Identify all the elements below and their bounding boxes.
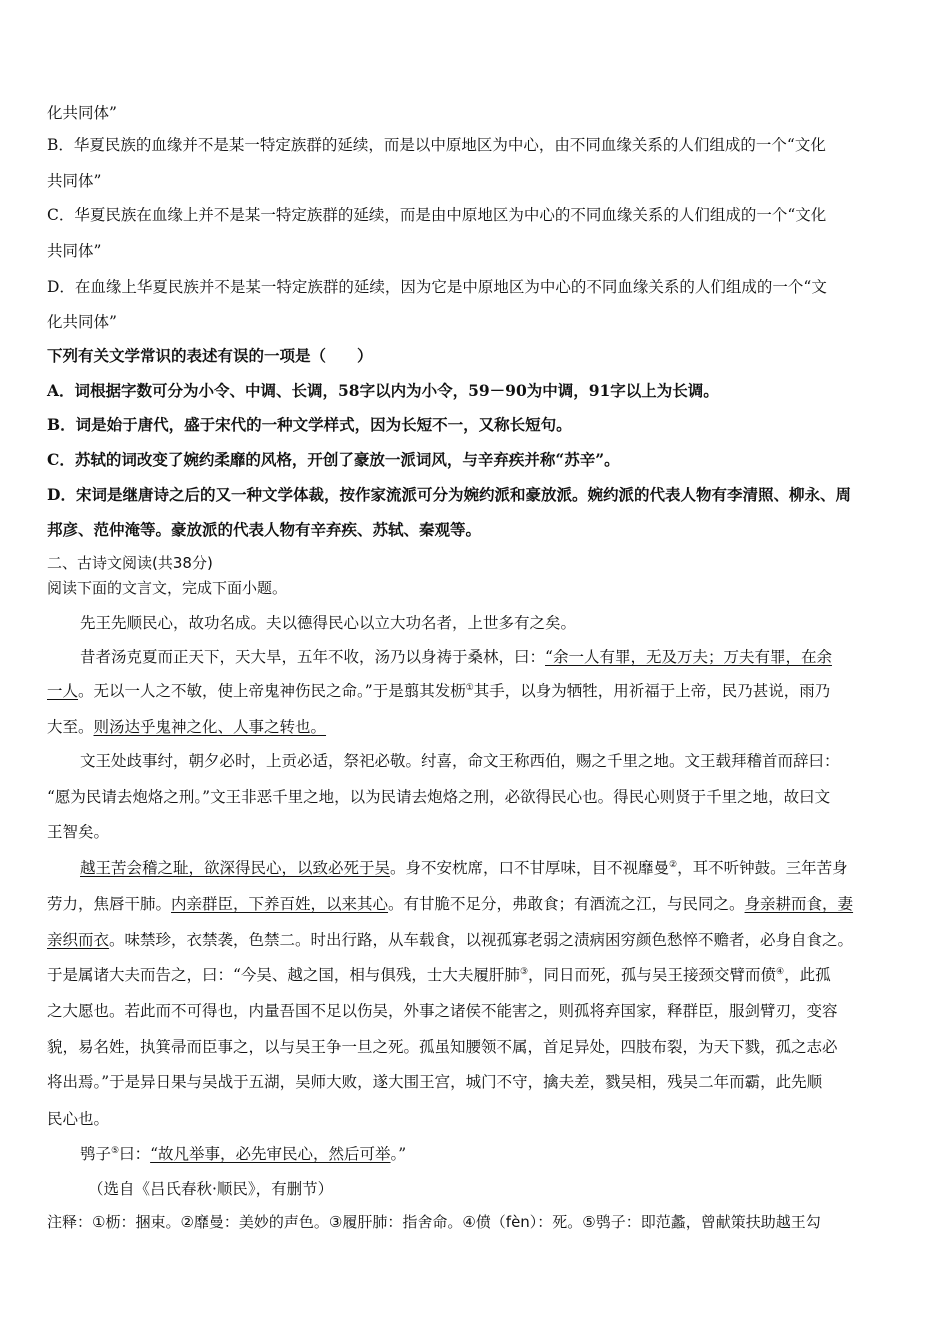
- passage-p4-line4: 于是属诸大夫而告之，曰：“今吴、越之国，相与俱残，士大夫履肝肺③，同日而死，孤与吴王接颈交臂而偾④，此孤: [47, 966, 831, 984]
- passage-p4-line2: 劳力，焦唇干肺。内亲群臣，下养百姓，以来其心。有甘脆不足分，弗敢食；有酒流之江，与民同之。身亲耕而食，妻: [47, 895, 854, 913]
- passage-paragraph-1: 先王先顺民心，故功名成。夫以德得民心以立大功名者，上世多有之矣。: [80, 614, 577, 632]
- question-option-d-line1: D．宋词是继唐诗之后的又一种文学体裁，按作家流派可分为婉约派和豪放派。婉约派的代表人物有李清照、柳永、周: [47, 485, 851, 504]
- option-d-line1: D．在血缘上华夏民族并不是某一特定族群的延续，因为它是中原地区为中心的不同血缘关系的人们组成的一个“文: [47, 278, 827, 296]
- passage-p2-line3: 大至。则汤达乎鬼神之化、人事之转也。: [47, 718, 327, 736]
- underlined-sentence: 亲织而衣: [47, 931, 110, 949]
- underlined-sentence: 则汤达乎鬼神之化、人事之转也。: [93, 718, 327, 736]
- option-b-line2: 共同体”: [47, 172, 102, 190]
- section-instruction: 阅读下面的文言文，完成下面小题。: [47, 579, 288, 597]
- underlined-sentence: 一人: [47, 682, 79, 700]
- passage-p3-line3: 王智矣。: [47, 823, 110, 841]
- underlined-sentence: 身亲耕而食，妻: [744, 895, 854, 913]
- question-option-b: B．词是始于唐代，盛于宋代的一种文学样式，因为长短不一，又称长短句。: [47, 415, 572, 434]
- option-d-line2: 化共同体”: [47, 313, 117, 331]
- question-stem: 下列有关文学常识的表述有误的一项是（ ）: [47, 346, 373, 365]
- passage-p5: 鸮子⑤曰：“故凡举事，必先审民心，然后可举。”: [80, 1145, 407, 1163]
- question-option-c: C．苏轼的词改变了婉约柔靡的风格，开创了豪放一派词风，与辛弃疾并称“苏辛”。: [47, 450, 620, 469]
- option-a-tail: 化共同体”: [47, 104, 117, 122]
- underlined-sentence: 越王苦会稽之耻，欲深得民心，以致必死于吴: [80, 859, 391, 877]
- passage-p4-line3: 亲织而衣。味禁珍，衣禁袭，色禁二。时出行路，从车载食，以视孤寡老弱之渍病困穷颜色愁悴不赡者，必身自食之。: [47, 931, 854, 949]
- note-marker-1: ①: [465, 682, 474, 693]
- annotation-notes: 注释：①枥：捆束。②靡曼：美妙的声色。③履肝肺：指舍命。④偾（fèn）：死。⑤鸮子：即范蠡，曾献策扶助越王勾: [47, 1213, 821, 1231]
- passage-p2-line2: 一人。无以一人之不敏，使上帝鬼神伤民之命。”于是翦其发枥①其手，以身为牺牲，用祈福于上帝，民乃甚说，雨乃: [47, 682, 831, 700]
- question-option-d-line2: 邦彦、范仲淹等。豪放派的代表人物有辛弃疾、苏轼、秦观等。: [47, 520, 482, 539]
- option-c-line1: C．华夏民族在血缘上并不是某一特定族群的延续，而是由中原地区为中心的不同血缘关系的人们组成的一个“文化: [47, 206, 827, 224]
- underlined-sentence: 内亲群臣，下养百姓，以来其心: [171, 895, 389, 913]
- passage-p2-line1: 昔者汤克夏而正天下，天大旱，五年不收，汤乃以身祷于桑林，曰：“余一人有罪，无及万夫；万夫有罪，在余: [80, 648, 832, 666]
- passage-p3-line2: “愿为民请去炮烙之刑。”文王非恶千里之地，以为民请去炮烙之刑，必欲得民心也。得民心则贤于千里之地，故曰文: [47, 788, 831, 806]
- passage-p4-line5: 之大愿也。若此而不可得也，内量吾国不足以伤吴，外事之诸侯不能害之，则孤将弃国家，释群臣，服剑臂刃，变容: [47, 1002, 838, 1020]
- section-heading: 二、古诗文阅读(共38分): [47, 554, 213, 572]
- note-marker-3: ③: [519, 966, 529, 977]
- passage-p3-line1: 文王处歧事纣，朝夕必时，上贡必适，祭祀必敬。纣喜，命文王称西伯，赐之千里之地。文王载拜稽首而辞曰：: [80, 752, 840, 770]
- option-c-line2: 共同体”: [47, 242, 102, 260]
- note-marker-2: ②: [669, 859, 678, 870]
- passage-p4-line8: 民心也。: [47, 1110, 110, 1128]
- passage-source: （选自《吕氏春秋·顺民》，有删节）: [88, 1180, 334, 1198]
- passage-p4-line6: 貌，易名姓，执箕帚而臣事之，以与吴王争一旦之死。孤虽知腰领不属，首足异处，四肢布裂，为天下戮，孤之志必: [47, 1038, 838, 1056]
- passage-p4-line1: 越王苦会稽之耻，欲深得民心，以致必死于吴。身不安枕席，口不甘厚味，目不视靡曼②，耳不听钟鼓。三年苦身: [80, 859, 848, 877]
- underlined-sentence: “故凡举事，必先审民心，然后可举: [150, 1145, 391, 1163]
- underlined-sentence: “余一人有罪，无及万夫；万夫有罪，在余: [545, 648, 832, 666]
- question-option-a: A．词根据字数可分为小令、中调、长调，58字以内为小令，59－90为中调，91字以上为长调。: [47, 381, 719, 400]
- option-b-line1: B．华夏民族的血缘并不是某一特定族群的延续，而是以中原地区为中心，由不同血缘关系的人们组成的一个“文化: [47, 136, 826, 154]
- note-marker-4: ④: [776, 966, 785, 977]
- note-marker-5: ⑤: [111, 1145, 120, 1156]
- passage-p4-line7: 将出焉。”于是异日果与吴战于五湖，吴师大败，遂大围王宫，城门不守，擒夫差，戮吴相，残吴二年而霸，此先顺: [47, 1073, 823, 1091]
